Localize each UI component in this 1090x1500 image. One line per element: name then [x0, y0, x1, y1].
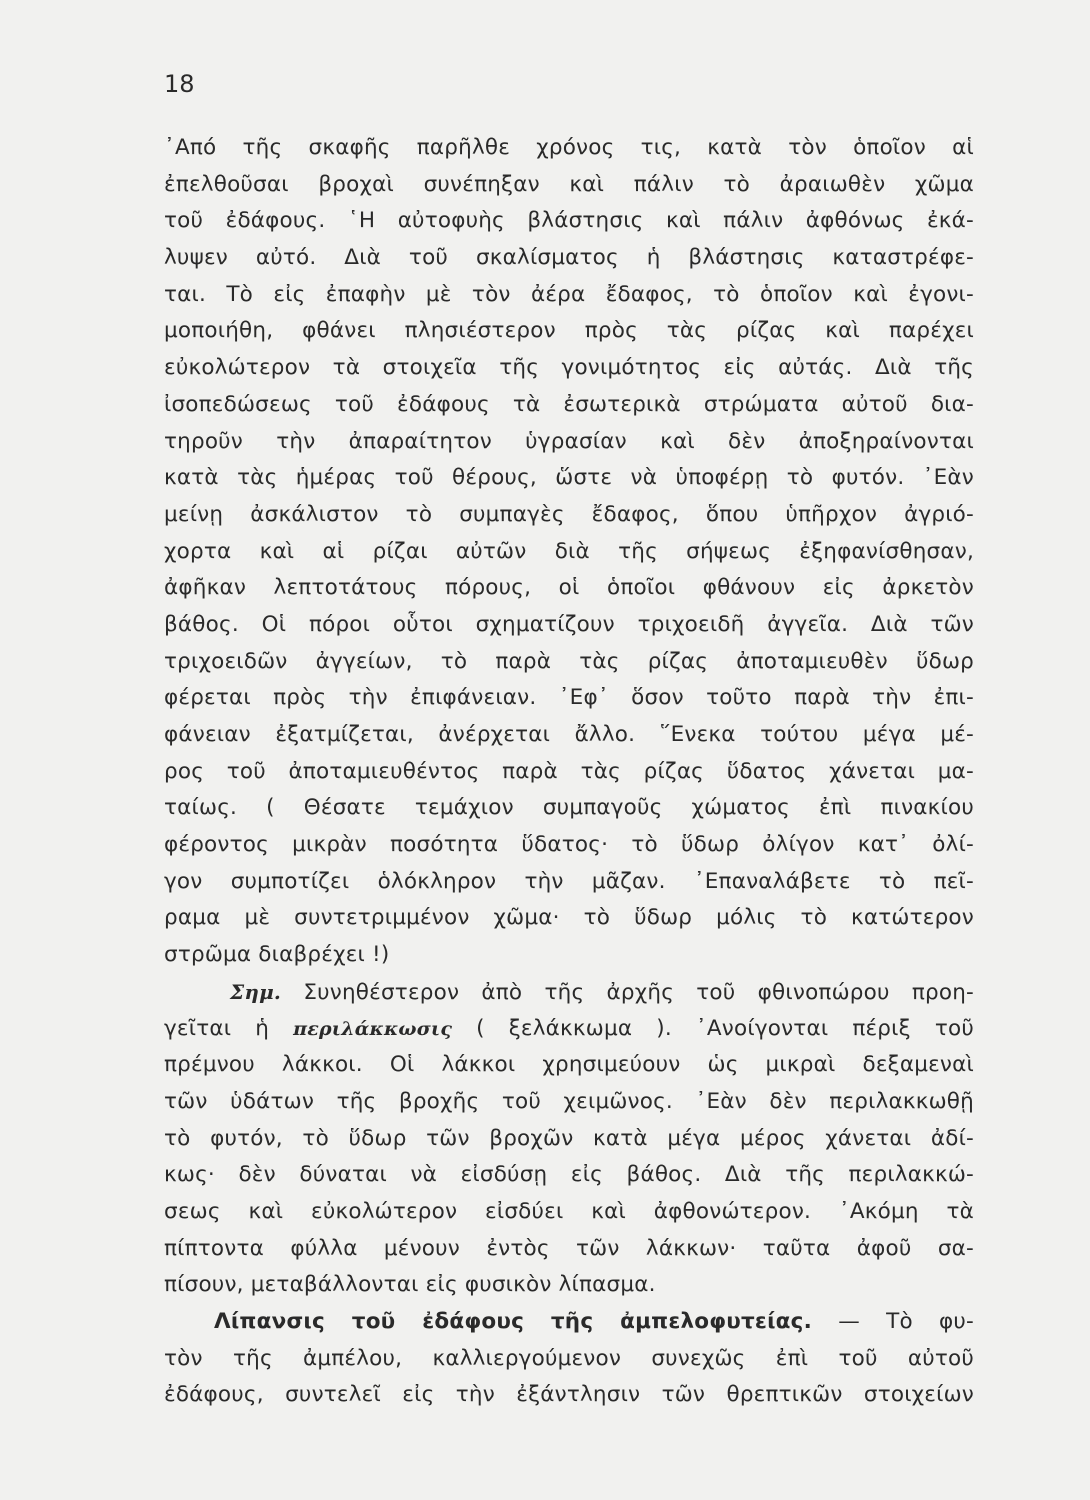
text-line: ἰσοπεδώσεως τοῦ ἐδάφους τὰ ἐσωτερικὰ στρώματα αὐτοῦ δια- [164, 391, 974, 417]
text-line: τηροῦν τὴν ἀπαραίτητον ὑγρασίαν καὶ δὲν ἀποξηραίνονται [164, 428, 974, 454]
note-first-line [164, 974, 974, 1011]
text-line: φάνειαν ἐξατμίζεται, ἀνέρχεται ἄλλο. ῞Ενεκα τούτου μέγα μέ- [164, 722, 974, 747]
text-line: λυψεν αὐτό. Διὰ τοῦ σκαλίσματος ἡ βλάστησις καταστρέφε- [164, 245, 974, 271]
text-line: τοῦ ἐδάφους. ῾Η αὐτοφυὴς βλάστησις καὶ πάλιν ἀφθόνως ἐκά- [164, 208, 974, 234]
text-line: τριχοειδῶν ἀγγείων, τὸ παρὰ τὰς ρίζας ἀποταμιευθὲν ὕδωρ [164, 648, 974, 674]
section-text: — Τὸ φυ- [838, 1309, 975, 1334]
text-line: πίσουν, μεταβάλλονται εἰς φυσικὸν λίπασμα. [164, 1272, 656, 1298]
note-text: ( ξελάκκωμα ). ᾿Ανοίγονται πέριξ τοῦ [476, 1015, 974, 1041]
text-line: ᾿Από τῆς σκαφῆς παρῆλθε χρόνος τις, κατὰ τὸν ὁποῖον αἱ [164, 135, 974, 160]
text-line: πίπτοντα φύλλα μένουν ἐντὸς τῶν λάκκων· ταῦτα ἀφοῦ σα- [164, 1235, 974, 1261]
note-term-line [164, 1011, 974, 1048]
text-line: ραμα μὲ συντετριμμένον χῶμα· τὸ ὕδωρ μόλις τὸ κατώτερον [164, 905, 974, 931]
text-line: τὸ φυτόν, τὸ ὕδωρ τῶν βροχῶν κατὰ μέγα μέρος χάνεται ἀδί- [164, 1125, 974, 1151]
paragraph-1 [164, 130, 974, 974]
text-line: ἀφῆκαν λεπτοτάτους πόρους, οἱ ὁποῖοι φθάνουν εἰς ἀρκετὸν [164, 575, 974, 601]
section-heading: Λίπανσις τοῦ ἐδάφους τῆς ἀμπελοφυτείας. [214, 1309, 812, 1334]
note-paragraph [164, 974, 974, 1304]
page-text [164, 130, 974, 1414]
text-line: ρος τοῦ ἀποταμιευθέντος παρὰ τὰς ρίζας ὕδατος χάνεται μα- [164, 758, 974, 784]
text-line: τὸν τῆς ἀμπέλου, καλλιεργούμενον συνεχῶς ἐπὶ τοῦ αὐτοῦ [164, 1345, 974, 1371]
section-paragraph [164, 1304, 974, 1414]
text-line: πρέμνου λάκκοι. Οἱ λάκκοι χρησιμεύουν ὡς μικραὶ δεξαμεναὶ [164, 1052, 974, 1078]
text-line: ἐδάφους, συντελεῖ εἰς τὴν ἐξάντλησιν τῶν θρεπτικῶν στοιχείων [164, 1382, 974, 1408]
text-line: βάθος. Οἱ πόροι οὗτοι σχηματίζουν τριχοειδῆ ἀγγεῖα. Διὰ τῶν [164, 611, 974, 637]
note-term: περιλάκκωσις [293, 1017, 453, 1040]
section-first-line [164, 1304, 974, 1341]
text-line: κως· δὲν δύναται νὰ εἰσδύσῃ εἰς βάθος. Διὰ τῆς περιλακκώ- [164, 1162, 974, 1188]
text-line: φέρεται πρὸς τὴν ἐπιφάνειαν. ᾿Εφ᾿ ὅσον τοῦτο παρὰ τὴν ἐπι- [164, 685, 974, 711]
page-number: 18 [164, 70, 195, 98]
note-label: Σημ. [230, 979, 282, 1004]
text-line: τῶν ὑδάτων τῆς βροχῆς τοῦ χειμῶνος. ᾿Εὰν δὲν περιλακκωθῇ [164, 1088, 974, 1114]
text-line: σεως καὶ εὐκολώτερον εἰσδύει καὶ ἀφθονώτερον. ᾿Ακόμη τὰ [164, 1198, 974, 1224]
text-line: ταίως. ( Θέσατε τεμάχιον συμπαγοῦς χώματος ἐπὶ πινακίου [164, 795, 974, 821]
text-line: μοποιήθη, φθάνει πλησιέστερον πρὸς τὰς ρίζας καὶ παρέχει [164, 318, 974, 344]
text-line: εὐκολώτερον τὰ στοιχεῖα τῆς γονιμότητος εἰς αὐτάς. Διὰ τῆς [164, 355, 974, 381]
text-line: ἐπελθοῦσαι βροχαὶ συνέπηξαν καὶ πάλιν τὸ ἀραιωθὲν χῶμα [164, 171, 974, 197]
note-text: γεῖται ἡ [164, 1015, 270, 1041]
text-line: γον συμποτίζει ὁλόκληρον τὴν μᾶζαν. ᾿Επαναλάβετε τὸ πεῖ- [164, 868, 974, 894]
text-line: φέροντος μικρὰν ποσότητα ὕδατος· τὸ ὕδωρ ὀλίγον κατ᾿ ὀλί- [164, 832, 974, 858]
text-line: στρῶμα διαβρέχει !) [164, 942, 390, 968]
text-line: χορτα καὶ αἱ ρίζαι αὐτῶν διὰ τῆς σήψεως ἐξηφανίσθησαν, [164, 538, 974, 564]
note-text: Συνηθέστερον ἀπὸ τῆς ἀρχῆς τοῦ φθινοπώρου προη- [303, 979, 974, 1005]
text-line: μείνῃ ἀσκάλιστον τὸ συμπαγὲς ἔδαφος, ὅπου ὑπῆρχον ἀγριό- [164, 501, 974, 527]
text-line: ται. Τὸ εἰς ἐπαφὴν μὲ τὸν ἀέρα ἔδαφος, τὸ ὁποῖον καὶ ἐγονι- [164, 281, 974, 307]
text-line: κατὰ τὰς ἡμέρας τοῦ θέρους, ὥστε νὰ ὑποφέρῃ τὸ φυτόν. ᾿Εὰν [164, 465, 974, 491]
